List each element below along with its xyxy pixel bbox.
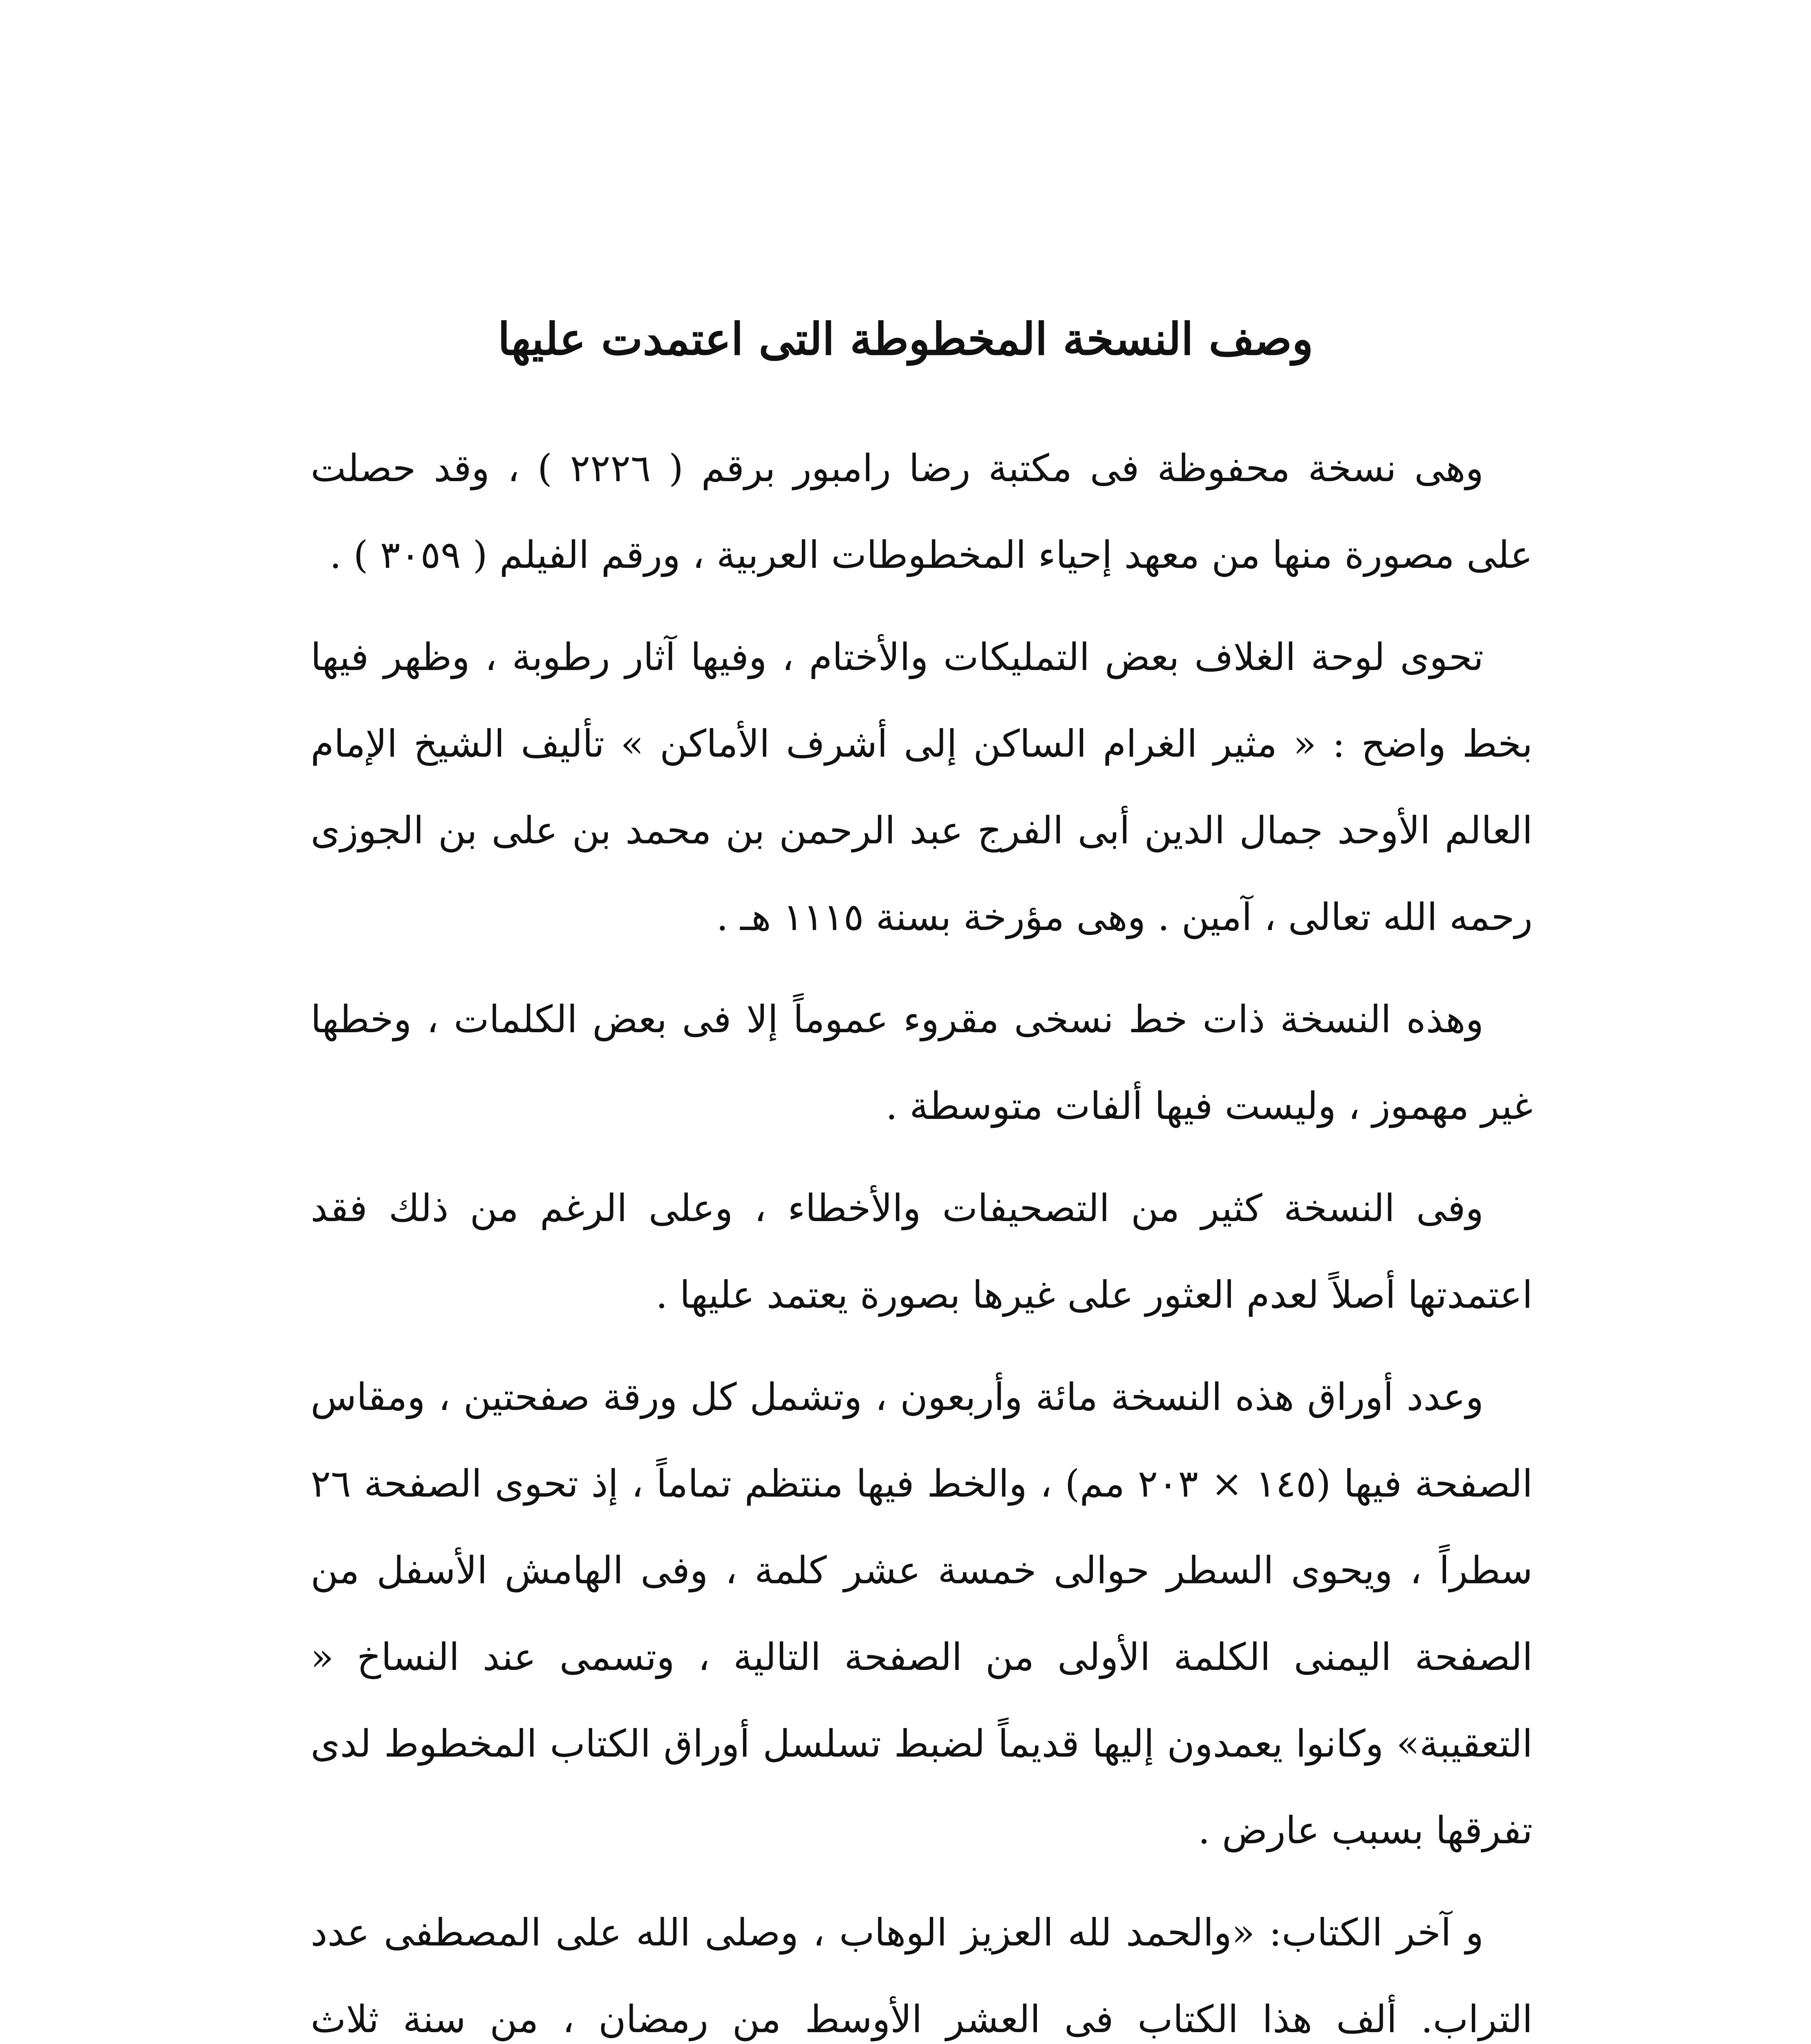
body-text [311,425,1533,2044]
page-title: وصف النسخة المخطوطة التى اعتمدت عليها [497,314,1314,365]
paragraph-errors-note: وفى النسخة كثير من التصحيفات والأخطاء ، وعلى الرغم من ذلك فقد اعتمدتها أصلاً لعدم العثور على غيرها بصورة يعتمد عليها . [311,1186,1533,1317]
paragraph-page-count: وعدد أوراق هذه النسخة مائة وأربعون ، وتشمل كل ورقة صفحتين ، ومقاس الصفحة فيها (١٤٥ × ٢٠٣ مم) ، والخط فيها منتظم تماماً ، إذ تحوى الصفحة ٢٦ سطراً ، ويحوى السطر حوالى خمسة عشر كلمة ، وفى الهامش الأسفل من الصفحة اليمنى الكلمة الأولى من الصفحة التالية ، وتسمى عند النساخ « التعقيبة» وكانوا يعمدون إليها قديماً لضبط تسلسل أوراق الكتاب المخطوط لدى تفرقها بسبب عارض . [311,1375,1533,1852]
paragraph-manuscript-location: وهى نسخة محفوظة فى مكتبة رضا رامبور برقم ( ٢٢٢٦ ) ، وقد حصلت على مصورة منها من معهد إحياء المخطوطات العربية ، ورقم الفيلم ( ٣٠٥٩ ) . [311,446,1533,577]
paragraph-colophon: و آخر الكتاب: «والحمد لله العزيز الوهاب ، وصلى الله على المصطفى عدد التراب. ألف هذا الكتاب فى العشر الأوسط من رمضان ، من سنة ثلاث [311,1911,1533,2041]
paragraph-script-style: وهذه النسخة ذات خط نسخى مقروء عموماً إلا فى بعض الكلمات ، وخطها غير مهموز ، وليست فيها ألفات متوسطة . [311,997,1533,1128]
paragraph-cover-description: تحوى لوحة الغلاف بعض التمليكات والأختام ، وفيها آثار رطوبة ، وظهر فيها بخط واضح : « مثير الغرام الساكن إلى أشرف الأماكن » تأليف الشيخ الإمام العالم الأوحد جمال الدين أبى الفرج عبد الرحمن بن محمد بن على بن الجوزى رحمه الله تعالى ، آمين . وهى مؤرخة بسنة ١١١٥ هـ . [311,635,1533,939]
